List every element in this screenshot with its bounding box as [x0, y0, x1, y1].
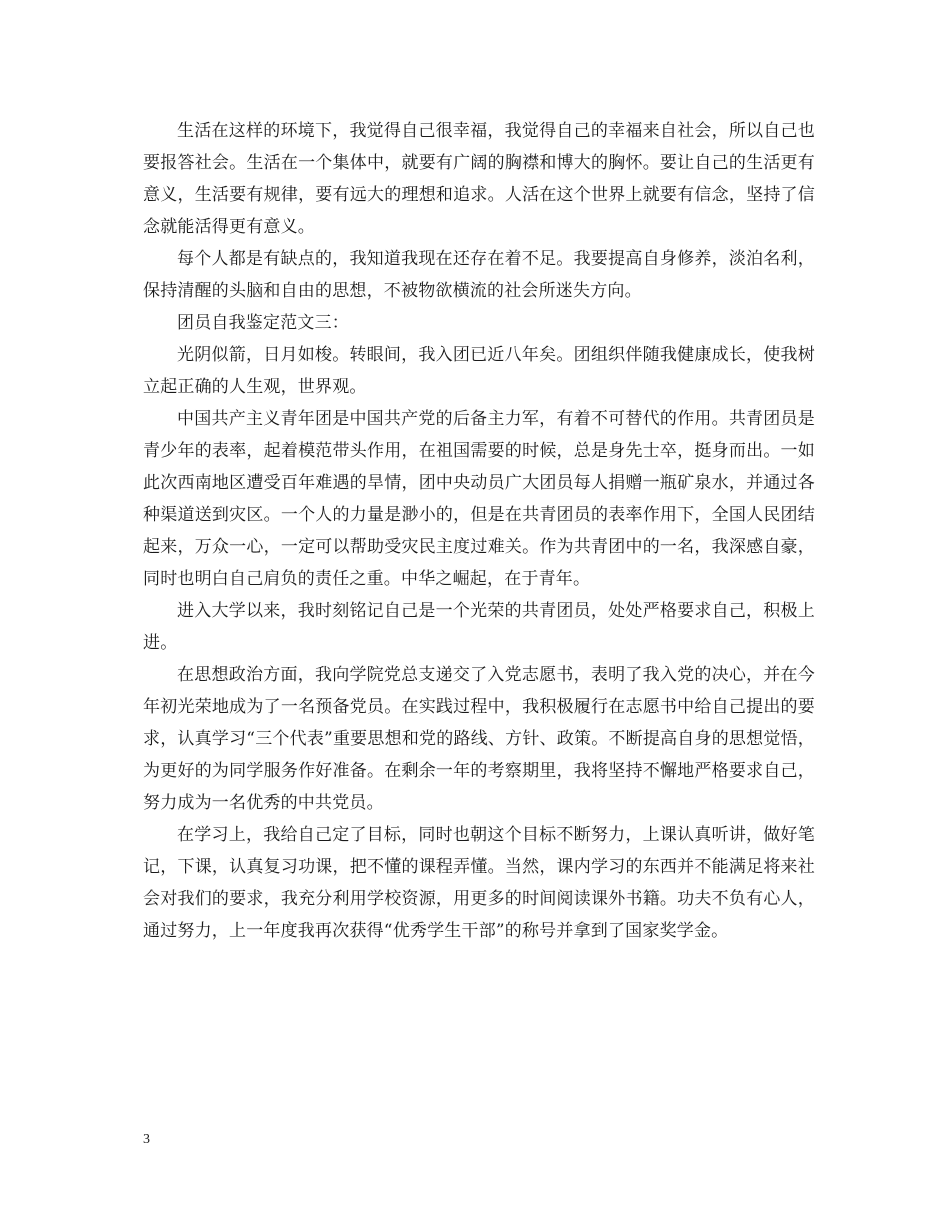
paragraph: 光阴似箭，日月如梭。转眼间，我入团已近八年矣。团组织伴随我健康成长，使我树立起正确的人生观，世界观。 — [143, 345, 815, 397]
paragraph: 生活在这样的环境下，我觉得自己很幸福，我觉得自己的幸福来自社会，所以自己也要报答社会。生活在一个集体中，就要有广阔的胸襟和博大的胸怀。要让自己的生活更有意义，生活要有规律，要有远大的理想和追求。人活在这个世界上就要有信念，坚持了信念就能活得更有意义。 — [143, 121, 815, 237]
paragraph: 在思想政治方面，我向学院党总支递交了入党志愿书，表明了我入党的决心，并在今年初光荣地成为了一名预备党员。在实践过程中，我积极履行在志愿书中给自己提出的要求，认真学习“三个代表”重要思想和党的路线、方针、政策。不断提高自身的思想觉悟，为更好的为同学服务作好准备。在剩余一年的考察期里，我将坚持不懈地严格要求自己，努力成为一名优秀的中共党员。 — [143, 665, 815, 813]
page-number: 3 — [143, 1132, 150, 1147]
paragraph: 中国共产主义青年团是中国共产党的后备主力军，有着不可替代的作用。共青团员是青少年的表率，起着模范带头作用，在祖国需要的时候，总是身先士卒，挺身而出。一如此次西南地区遭受百年难遇的旱情，团中央动员广大团员每人捐赠一瓶矿泉水，并通过各种渠道送到灾区。一个人的力量是渺小的，但是在共青团员的表率作用下，全国人民团结起来，万众一心，一定可以帮助受灾民主度过难关。作为共青团中的一名，我深感自豪，同时也明白自己肩负的责任之重。中华之崛起，在于青年。 — [143, 409, 815, 589]
paragraph: 每个人都是有缺点的，我知道我现在还存在着不足。我要提高自身修养，淡泊名利，保持清醒的头脑和自由的思想，不被物欲横流的社会所迷失方向。 — [143, 249, 815, 301]
document-body — [143, 115, 815, 947]
section-heading: 团员自我鉴定范文三： — [177, 313, 349, 333]
paragraph: 进入大学以来，我时刻铭记自己是一个光荣的共青团员，处处严格要求自己，积极上进。 — [143, 601, 815, 653]
paragraph: 在学习上，我给自己定了目标，同时也朝这个目标不断努力，上课认真听讲，做好笔记，下课，认真复习功课，把不懂的课程弄懂。当然，课内学习的东西并不能满足将来社会对我们的要求，我充分利用学校资源，用更多的时间阅读课外书籍。功夫不负有心人，通过努力，上一年度我再次获得“优秀学生干部”的称号并拿到了国家奖学金。 — [143, 825, 815, 941]
